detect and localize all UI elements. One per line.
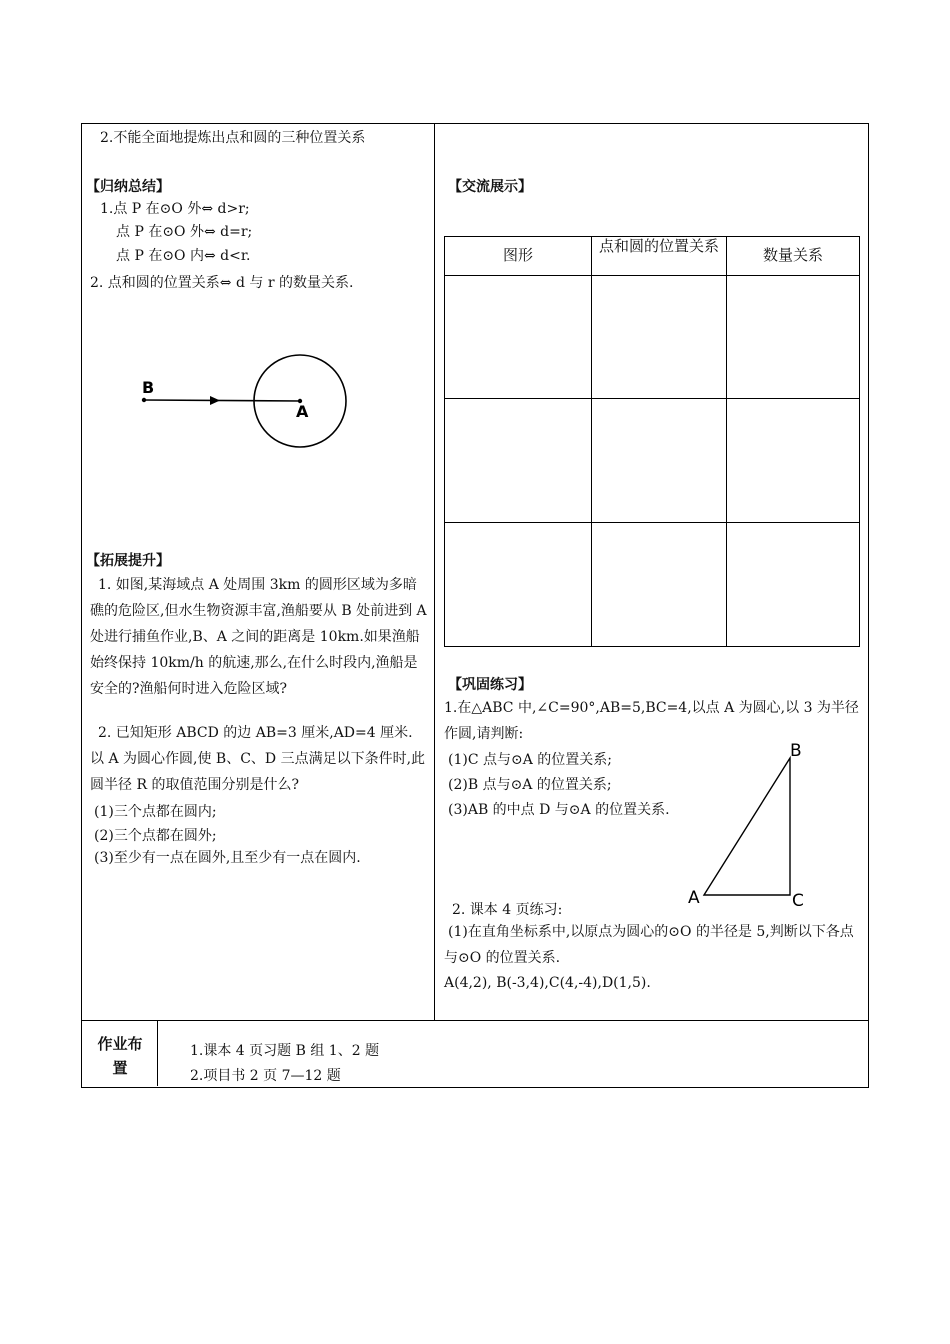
- extension-q2-part-1: (1)三个点都在圆内;: [94, 804, 217, 820]
- point-b-dot: [142, 398, 146, 402]
- table-header-position: 点和圆的位置关系: [598, 237, 719, 255]
- practice-question-2: 2. 课本 4 页练习:: [452, 902, 563, 918]
- summary-line-1: 1.点 P 在⊙O 外⇔ d>r;: [100, 201, 250, 217]
- homework-label-divider: [157, 1020, 158, 1086]
- triangle-label-b: B: [790, 741, 802, 761]
- triangle-label-a: A: [688, 888, 700, 908]
- label-a: A: [296, 402, 309, 421]
- column-divider: [434, 123, 435, 1020]
- table-row-line-1: [444, 275, 859, 276]
- label-b: B: [142, 378, 155, 397]
- practice-question-1: 1.在△ABC 中,∠C=90°,AB=5,BC=4,以点 A 为圆心,以 3 为半径作圆,请判断:: [444, 700, 859, 742]
- practice-q1-part-1: (1)C 点与⊙A 的位置关系;: [448, 752, 613, 768]
- exchange-title: 【交流展示】: [448, 179, 532, 195]
- triangle-label-c: C: [792, 891, 804, 911]
- extension-q2-part-3: (3)至少有一点在圆外,且至少有一点在圆内.: [94, 850, 361, 866]
- extension-question-1: 1. 如图,某海域点 A 处周围 3km 的圆形区域为多暗礁的危险区,但水生物资源丰富,渔船要从 B 处前进到 A 处进行捕鱼作业,B、A 之间的距离是 10km.如果渔船始终保持 10km/h 的航速,那么,在什么时段内,渔船是安全的?渔船何时进入危险区域?: [90, 577, 427, 697]
- practice-q2-part-1: (1)在直角坐标系中,以原点为圆心的⊙O 的半径是 5,判断以下各点与⊙O 的位置关系.: [444, 924, 854, 966]
- ray-arrow-icon: [210, 396, 220, 405]
- summary-line-2: 点 P 在⊙O 外⇔ d=r;: [116, 224, 253, 240]
- point-circle-figure: [130, 345, 360, 455]
- right-triangle-figure: [684, 736, 814, 912]
- practice-title: 【巩固练习】: [448, 677, 532, 693]
- table-header-figure: 图形: [502, 246, 533, 264]
- summary-title: 【归纳总结】: [86, 179, 170, 195]
- extension-title: 【拓展提升】: [86, 553, 170, 569]
- triangle-abc: [704, 758, 790, 895]
- practice-q1-part-2: (2)B 点与⊙A 的位置关系;: [448, 777, 612, 793]
- summary-line-4: 2. 点和圆的位置关系⇔ d 与 r 的数量关系.: [90, 275, 354, 291]
- table-row-line-2: [444, 398, 859, 399]
- homework-item-2: 2.项目书 2 页 7—12 题: [190, 1068, 341, 1084]
- table-header-quantity: 数量关系: [762, 246, 823, 264]
- ray-b-to-a: [144, 400, 300, 401]
- extension-question-2: 2. 已知矩形 ABCD 的边 AB=3 厘米,AD=4 厘米. 以 A 为圆心作圆,使 B、C、D 三点满足以下条件时,此圆半径 R 的取值范围分别是什么?: [90, 725, 426, 793]
- homework-label: 作业布置: [97, 1035, 143, 1077]
- extension-q2-part-2: (2)三个点都在圆外;: [94, 828, 217, 844]
- homework-item-1: 1.课本 4 页习题 B 组 1、2 题: [190, 1043, 380, 1059]
- summary-line-3: 点 P 在⊙O 内⇔ d<r.: [116, 248, 251, 264]
- table-col-line-1: [591, 236, 592, 646]
- left-top-line: 2.不能全面地提炼出点和圆的三种位置关系: [100, 130, 366, 146]
- exchange-table: [444, 236, 860, 647]
- table-col-line-2: [726, 236, 727, 646]
- practice-q2-points: A(4,2), B(-3,4),C(4,-4),D(1,5).: [444, 975, 651, 991]
- practice-q1-part-3: (3)AB 的中点 D 与⊙A 的位置关系.: [448, 802, 670, 818]
- table-row-line-3: [444, 522, 859, 523]
- homework-row-divider: [81, 1020, 869, 1021]
